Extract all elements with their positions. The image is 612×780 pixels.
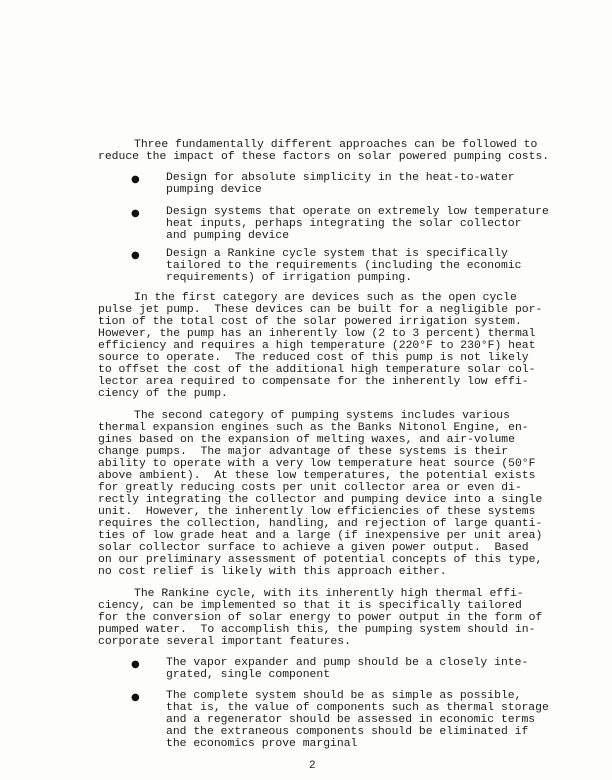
paragraph-line: ciency, can be implemented so that it is specifically tailored [98, 600, 522, 612]
bullet-item-line: requirements) of irrigation pumping. [166, 272, 413, 284]
paragraph-line: lector area required to compensate for the inherently low effi- [98, 376, 529, 388]
paragraph-line: However, the pump has an inherently low (2 to 3 percent) thermal [98, 328, 536, 340]
paragraph-line: unit. However, the inherently low efficiencies of these systems [98, 506, 536, 518]
paragraph-line: for greatly reducing costs per unit collector area or even di- [98, 482, 522, 494]
paragraph-line: source to operate. The reduced cost of this pump is not likely [98, 352, 529, 364]
bullet-item-line: and the extraneous components should be eliminated if [166, 726, 529, 738]
paragraph-line: tion of the total cost of the solar powered irrigation system. [98, 316, 522, 328]
bullet-item-line: Design systems that operate on extremely low temperature [166, 206, 549, 218]
paragraph-line: requires the collection, handling, and rejection of large quanti- [98, 518, 543, 530]
bullet-item-line: The vapor expander and pump should be a closely inte- [166, 657, 529, 669]
paragraph-line: corporate several important features. [98, 636, 351, 648]
paragraph-line: to offset the cost of the additional high temperature solar col- [98, 364, 536, 376]
paragraph-line: gines based on the expansion of melting waxes, and air-volume [98, 434, 515, 446]
intro-line: Three fundamentally different approaches can be followed to [134, 139, 538, 151]
bullet-marker: ● [131, 174, 140, 185]
paragraph-line: rectly integrating the collector and pumping device into a single [98, 494, 543, 506]
paragraph-line: ties of low grade heat and a large (if inexpensive per unit area) [98, 530, 543, 542]
paragraph-line: for the conversion of solar energy to power output in the form of [98, 612, 543, 624]
bullet-marker: ● [131, 692, 140, 703]
paragraph-line: The Rankine cycle, with its inherently high thermal effi- [134, 588, 524, 600]
paragraph-line: thermal expansion engines such as the Banks Nitonol Engine, en- [98, 422, 529, 434]
bullet-marker: ● [131, 208, 140, 219]
intro-line: reduce the impact of these factors on solar powered pumping costs. [98, 151, 550, 163]
bullet-item-line: Design for absolute simplicity in the heat-to-water [166, 172, 515, 184]
bullet-item-line: pumping device [166, 184, 262, 196]
paragraph-line: pulse jet pump. These devices can be built for a negligible por- [98, 304, 543, 316]
paragraph-line: ciency of the pump. [98, 388, 228, 400]
paragraph-line: efficiency and requires a high temperature (220°F to 230°F) heat [98, 340, 536, 352]
bullet-item-line: grated, single component [166, 669, 331, 681]
page-number: 2 [309, 760, 316, 772]
bullet-marker: ● [131, 250, 140, 261]
bullet-marker: ● [131, 659, 140, 670]
bullet-item-line: that is, the value of components such as thermal storage [166, 702, 549, 714]
bullet-item-line: The complete system should be as simple as possible, [166, 690, 522, 702]
bullet-item-line: Design a Rankine cycle system that is specifically [166, 248, 508, 260]
paragraph-line: no cost relief is likely with this approach either. [98, 566, 447, 578]
bullet-item-line: heat inputs, perhaps integrating the solar collector [166, 218, 522, 230]
paragraph-line: In the first category are devices such as the open cycle [134, 292, 517, 304]
paragraph-line: The second category of pumping systems includes various [134, 410, 510, 422]
bullet-item-line: and a regenerator should be assessed in economic terms [166, 714, 536, 726]
bullet-item-line: the economics prove marginal [166, 738, 358, 750]
paragraph-line: above ambient). At these low temperatures, the potential exists [98, 470, 536, 482]
paragraph-line: pumped water. To accomplish this, the pumping system should in- [98, 624, 536, 636]
paragraph-line: ability to operate with a very low temperature heat source (50°F [98, 458, 536, 470]
paragraph-line: solar collector surface to achieve a given power output. Based [98, 542, 529, 554]
paragraph-line: change pumps. The major advantage of these systems is their [98, 446, 509, 458]
bullet-item-line: tailored to the requirements (including the economic [166, 260, 522, 272]
paragraph-line: on our preliminary assessment of potential concepts of this type, [98, 554, 543, 566]
bullet-item-line: and pumping device [166, 230, 290, 242]
